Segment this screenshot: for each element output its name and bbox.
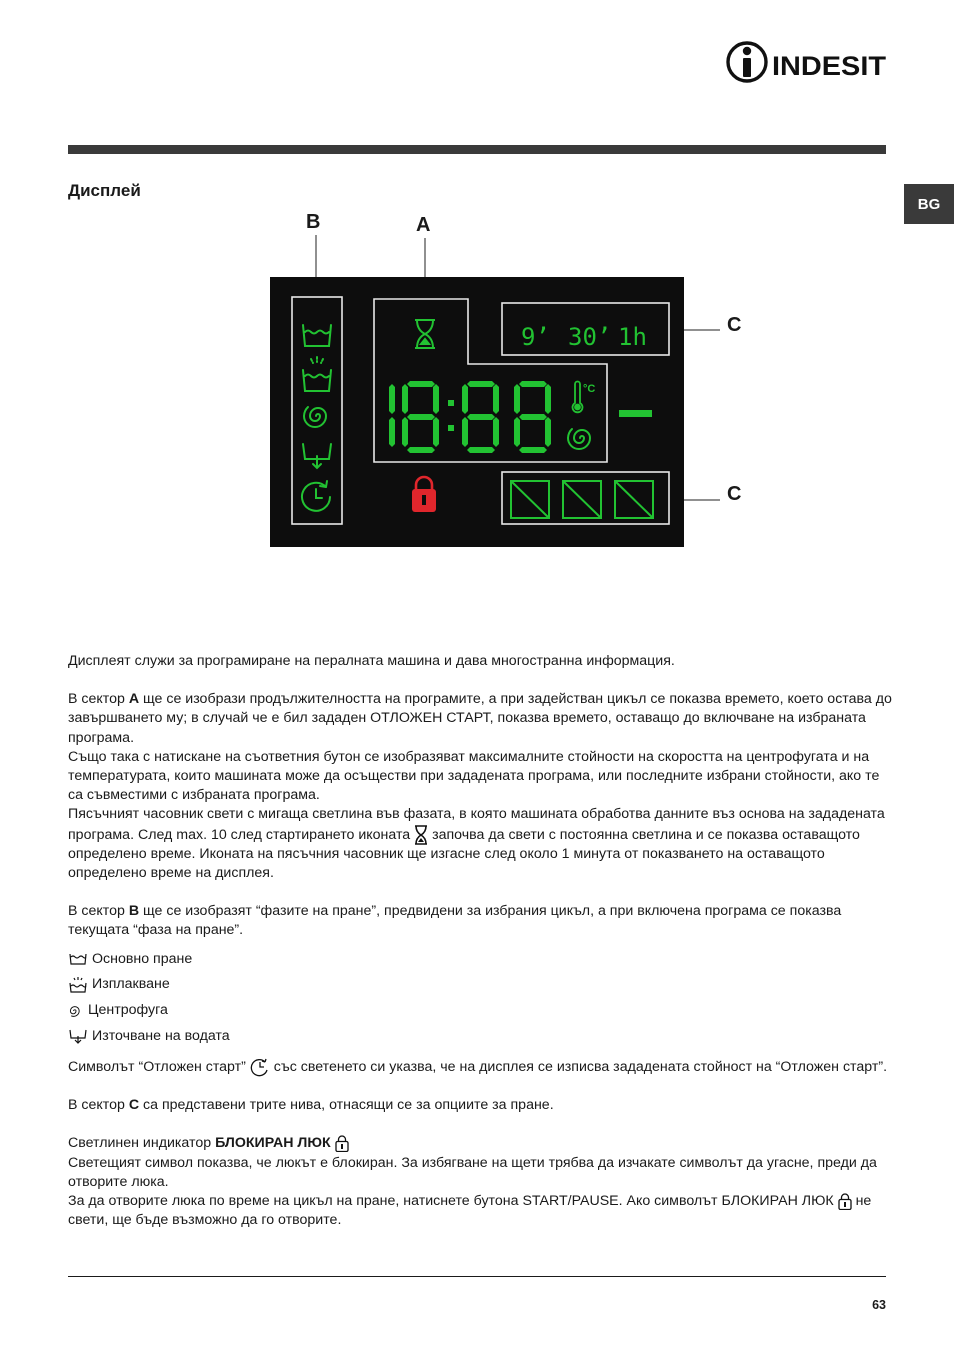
sector-c-letter: C [128,1097,140,1114]
lock-heading-prefix: Светлинен индикатор [68,1135,216,1152]
hourglass-icon [414,825,428,845]
sector-a-letter: A [128,691,140,708]
legend-label: Източване на водата [92,1027,230,1044]
legend-label: Изплакване [92,976,170,993]
language-tab: BG [904,184,954,224]
legend-item [68,1024,898,1050]
hourglass-text-before: Пясъчният часовник свети с мигаща светлина във фазата, в която машината обработва данните въз основа на зададената програма. След max. 10 след стартирането иконата [68,806,885,843]
page-number: 63 [872,1298,886,1312]
rinse-tub-icon [68,977,88,993]
drain-tub-icon [68,1028,88,1044]
legend-label: Основно пране [92,950,193,967]
delay-symbol-text-before: Символът “Отложен старт” [68,1058,250,1075]
wash-tub-icon [68,951,88,967]
sector-b-paragraph [68,902,898,940]
sector-b-letter: B [128,903,140,920]
colon-top [448,400,454,406]
delay-value-9: 9’ [521,323,550,351]
lock-heading [68,1134,898,1153]
sector-a-paragraph-2: Също така с натискане на съответния бутон се изобразяват максималните стойности на скоростта на центрофугата и на температурата, които машината може да осъществи при зададената програма, или последните избрани стойности, ако те са съвместими с избраната програма. [68,748,880,804]
lock-text-after: не свети, ще бъде възможно да го отворите. [68,1193,872,1229]
lock-icon [335,1135,349,1152]
sector-b-prefix: В сектор [68,903,129,920]
callout-c-bottom: C [727,483,742,505]
spin-spiral-icon [68,1003,84,1019]
hourglass-text-after: започва да свети с постоянна светлина и се показва оставащото определено време. Иконата на пясъчния часовник ще изгасне след около 1 минута от показването на оставащото определено време на дисплея. [68,826,860,881]
section-title: Дисплей [68,181,141,200]
phase-legend [68,946,898,1049]
clock-digits-readout: 18:88 [0,0,3,1]
body-text [68,652,898,1230]
callout-c-top: C [727,314,742,336]
display-diagram [0,0,954,600]
intro-paragraph: Дисплеят служи за програмиране на пералната машина и дава многостранна информация. [68,653,675,669]
delay-value-1h: 1h [618,323,647,351]
sector-c-paragraph [68,1096,898,1115]
sector-a-paragraph-3 [68,805,898,883]
callout-b: B [306,211,321,233]
lock-text-before: За да отворите люка по време на цикъл на пране, натиснете бутона START/PAUSE. Ако символът БЛОКИРАН ЛЮК [68,1193,838,1209]
sector-a-text: ще се изобрази продължителността на програмите, а при задействан цикъл се показва времето, което остава до завършването му; в случай че е бил зададен ОТЛОЖЕН СТАРТ, показва времето, оставащо до включване на избраната програма. [68,691,892,746]
delay-symbol-paragraph [68,1057,898,1077]
delay-value-30: 30’ [568,323,612,351]
temp-unit: °C [583,383,596,395]
delay-symbol-text-after: със светенето си указва, че на дисплея се изписва зададената стойност на “Отложен старт”. [269,1058,888,1075]
legend-label: Центрофуга [88,1002,168,1019]
lock-heading-bold: БЛОКИРАН ЛЮК [215,1135,331,1152]
sector-b-text: ще се изобразят “фазите на пране”, предвидени за избрания цикъл, а при включена програма се показва текущата “фаза на пране”. [68,903,842,939]
legend-item [68,998,898,1024]
brand-name: INDESIT [772,51,887,81]
dash-indicator [619,410,652,417]
lock-paragraph-1: Светещият символ показва, че люкът е блокиран. За избягване на щети трябва да изчакате символът да угасне, преди да отворите люка. [68,1154,877,1190]
sector-a-prefix: В сектор [68,691,129,708]
lock-paragraph-2 [68,1192,898,1230]
colon-bottom [448,425,454,431]
lock-icon [838,1193,852,1210]
sector-a-paragraph [68,690,898,748]
delay-clock-icon [250,1057,270,1077]
callout-a: A [416,214,431,236]
legend-item [68,972,898,998]
sector-c-prefix: В сектор [68,1097,129,1114]
footer-rule [68,1276,886,1277]
legend-item [68,946,898,972]
sector-c-text: са представени трите нива, отнасящи се за опциите за пране. [139,1097,554,1114]
